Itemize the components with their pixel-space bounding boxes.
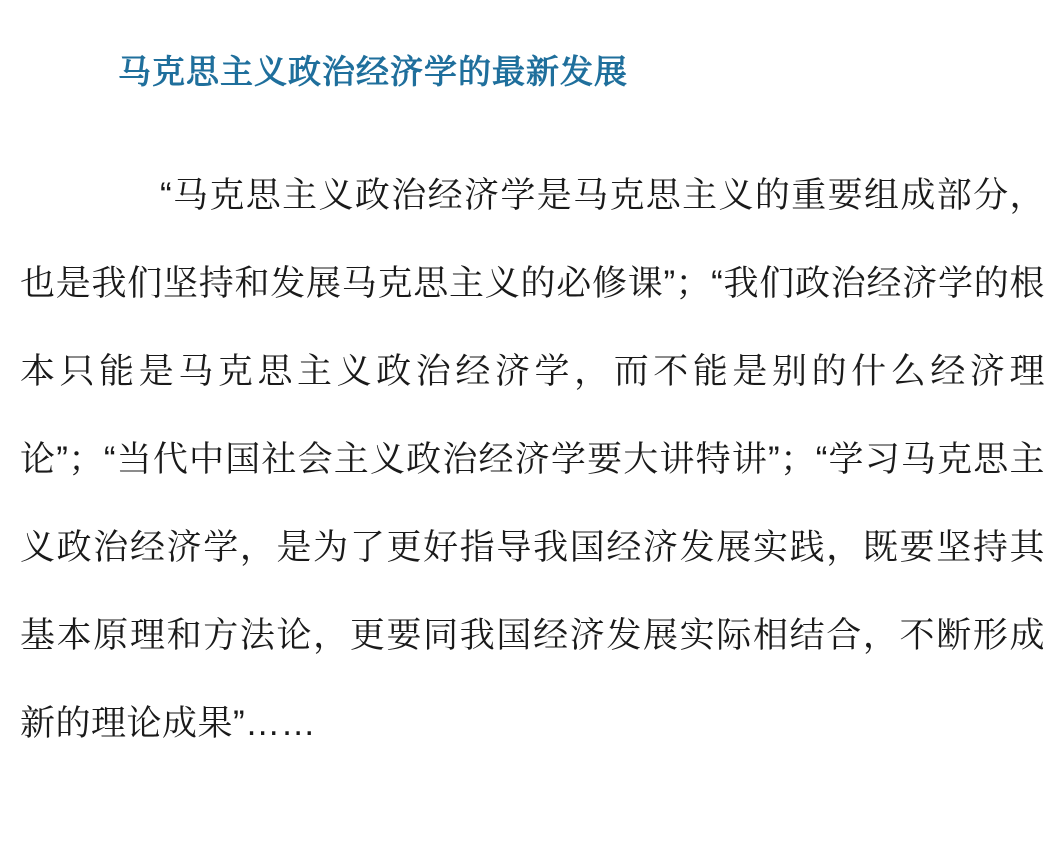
slide-body-paragraph: “马克思主义政治经济学是马克思主义的重要组成部分，也是我们坚持和发展马克思主义的必修课”；“我们政治经济学的根本只能是马克思主义政治经济学，而不能是别的什么经济理论”；“当代中国社会主义政治经济学要大讲特讲”；“学习马克思主义政治经济学，是为了更好指导我国经济发展实践，既要坚持其基本原理和方法论，更要同我国经济发展实际相结合，不断形成新的理论成果”…… xyxy=(20,176,1045,743)
page-title: 马克思主义政治经济学的最新发展 xyxy=(118,53,628,90)
